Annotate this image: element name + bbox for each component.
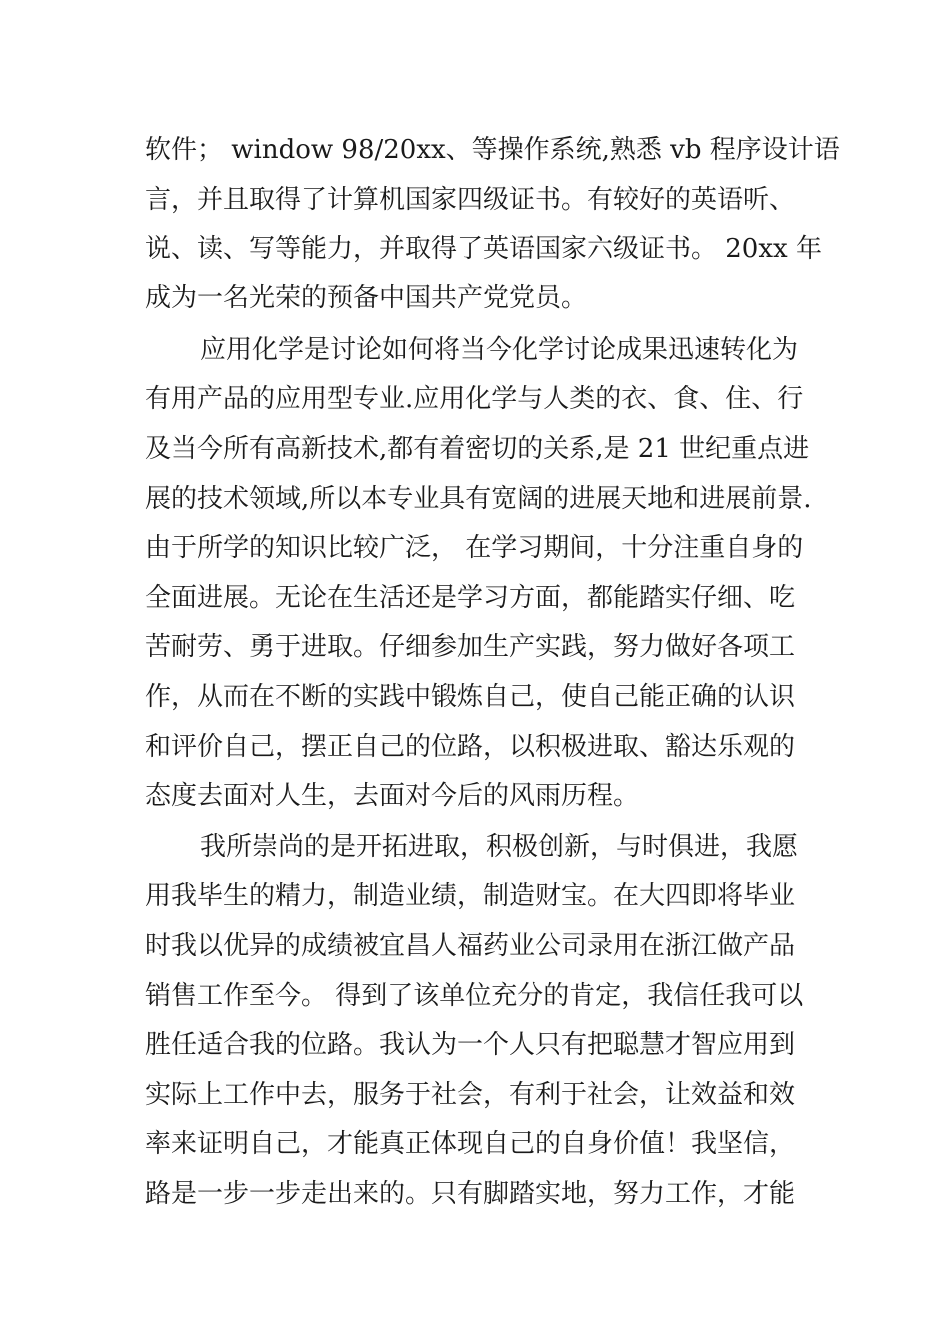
text-line: 软件； window 98/20xx、等操作系统,熟悉 vb 程序设计语 xyxy=(145,135,840,165)
text-line: 率来证明自己，才能真正体现自己的自身价值！我坚信， xyxy=(145,1129,796,1159)
paragraph-first-line: 应用化学是讨论如何将当今化学讨论成果迅速转化为 xyxy=(200,335,799,365)
text-line: 全面进展。无论在生活还是学习方面，都能踏实仔细、吃 xyxy=(145,583,796,613)
text-line: 有用产品的应用型专业.应用化学与人类的衣、食、住、行 xyxy=(145,384,804,414)
text-line: 胜任适合我的位路。我认为一个人只有把聪慧才智应用到 xyxy=(145,1030,796,1060)
text-line: 成为一名光荣的预备中国共产党党员。 xyxy=(145,283,588,313)
text-line: 作，从而在不断的实践中锻炼自己，使自己能正确的认识 xyxy=(145,682,796,712)
paragraph-first-line: 我所崇尚的是开拓进取，积极创新，与时俱进，我愿 xyxy=(200,832,799,862)
text-line: 时我以优异的成绩被宜昌人福药业公司录用在浙江做产品 xyxy=(145,931,796,961)
text-line: 态度去面对人生，去面对今后的风雨历程。 xyxy=(145,781,640,811)
text-line: 说、读、写等能力，并取得了英语国家六级证书。 20xx 年 xyxy=(145,234,822,264)
text-line: 路是一步一步走出来的。只有脚踏实地，努力工作，才能 xyxy=(145,1179,796,1209)
text-line: 言，并且取得了计算机国家四级证书。有较好的英语听、 xyxy=(145,185,796,215)
text-line: 销售工作至今。 得到了该单位充分的肯定，我信任我可以 xyxy=(145,981,804,1011)
text-line: 苦耐劳、勇于进取。仔细参加生产实践，努力做好各项工 xyxy=(145,632,796,662)
text-line: 展的技术领域,所以本专业具有宽阔的进展天地和进展前景. xyxy=(145,484,812,514)
text-line: 由于所学的知识比较广泛， 在学习期间，十分注重自身的 xyxy=(145,533,804,563)
text-line: 和评价自己，摆正自己的位路，以积极进取、豁达乐观的 xyxy=(145,732,796,762)
text-line: 及当今所有高新技术,都有着密切的关系,是 21 世纪重点进 xyxy=(145,434,810,464)
text-line: 实际上工作中去，服务于社会，有利于社会，让效益和效 xyxy=(145,1080,796,1110)
text-line: 用我毕生的精力，制造业绩，制造财宝。在大四即将毕业 xyxy=(145,881,796,911)
